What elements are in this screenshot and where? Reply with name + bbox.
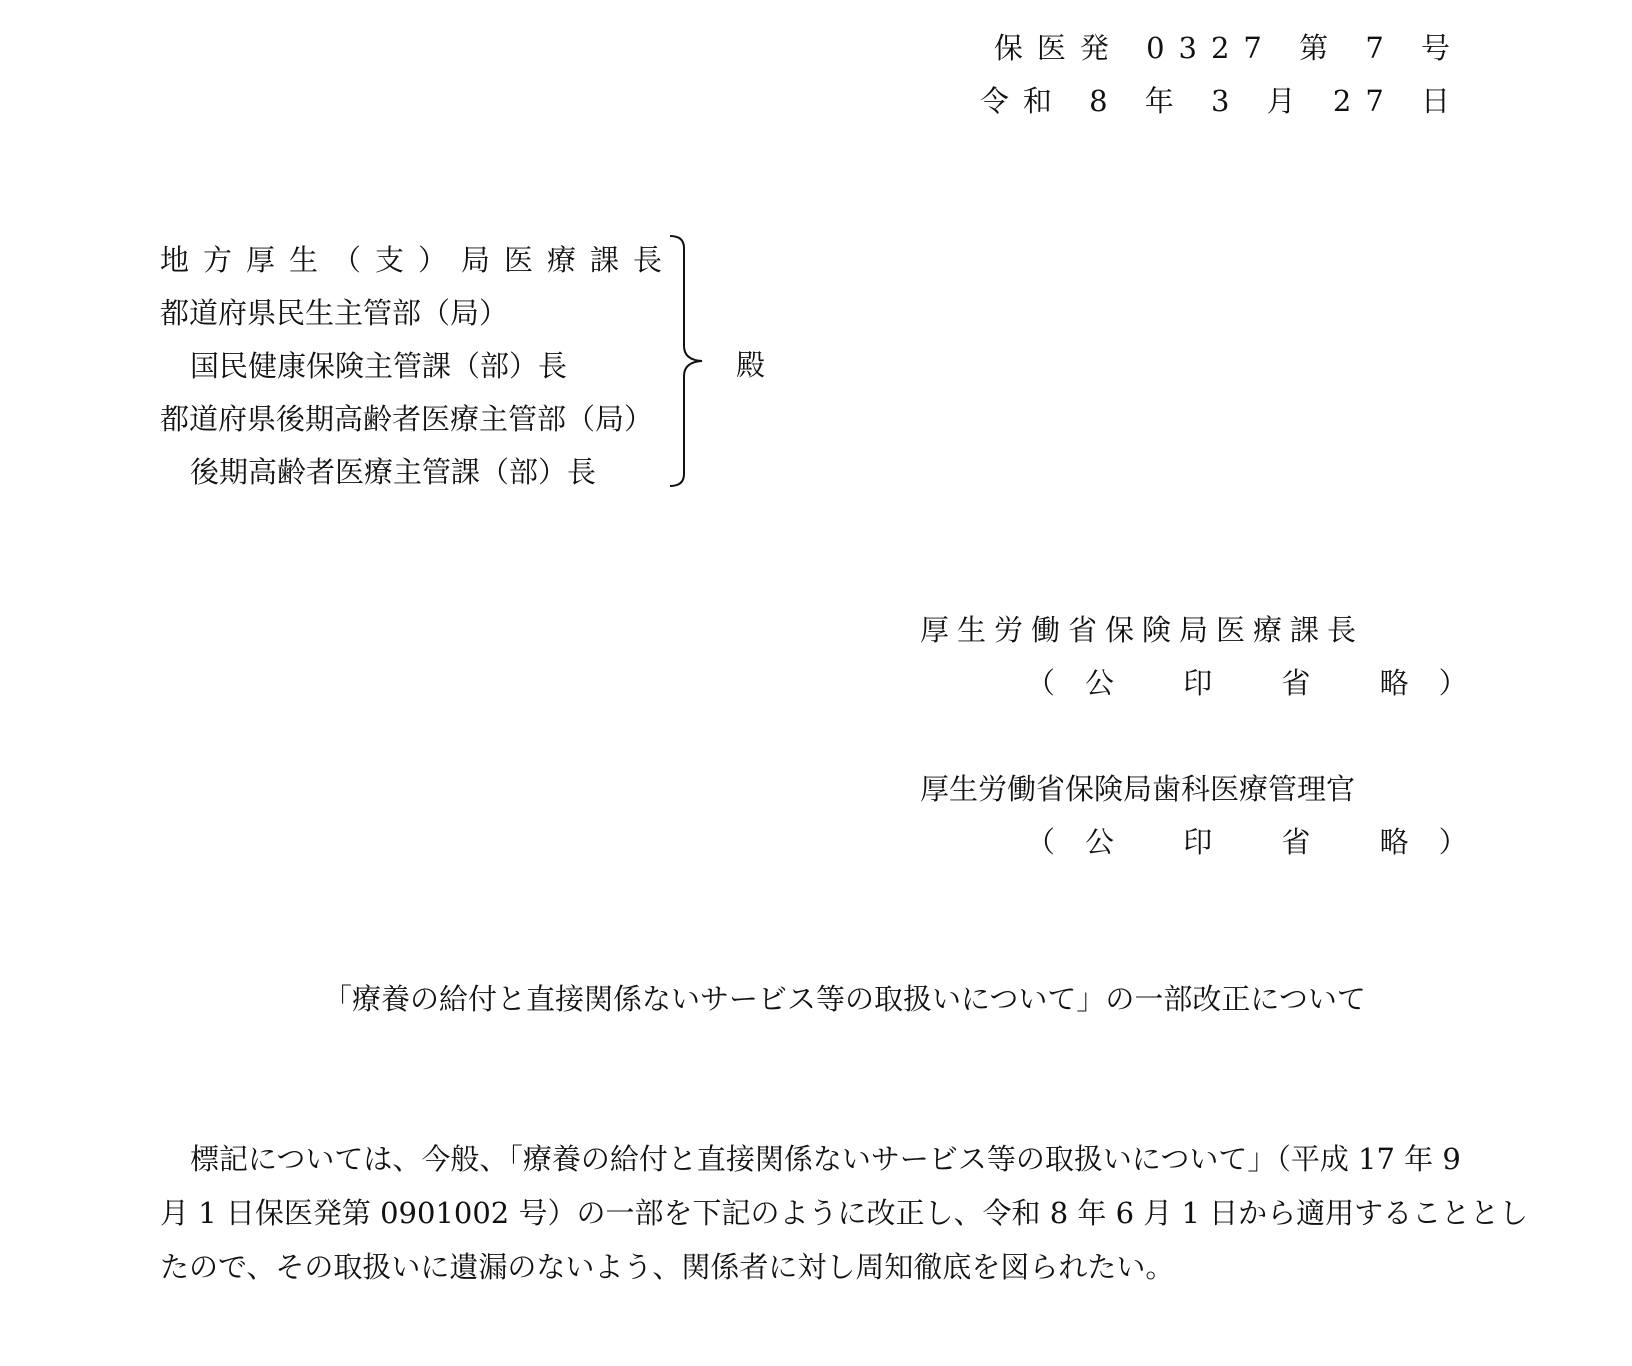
seal-omitted-note: （公 印 省 略）	[1026, 825, 1498, 859]
addressee-line: 都道府県民生主管部（局）	[160, 296, 509, 330]
seal-omitted-note: （公 印 省 略）	[1026, 666, 1498, 700]
body-line: たので、その取扱いに遺漏のないよう、関係者に対し周知徹底を図られたい。	[160, 1250, 1175, 1284]
body-line: 月 1 日保医発第 0901002 号）の一部を下記のように改正し、令和 8 年 6 月 1 日から適用することとし	[160, 1196, 1529, 1230]
honorific: 殿	[736, 348, 766, 382]
addressee-line: 国民健康保険主管課（部）長	[190, 349, 568, 383]
document-date: 令和 8 年 3 月 27 日	[979, 84, 1464, 118]
addressee-brace	[668, 234, 708, 489]
sender-title: 厚生労働省保険局医療課長	[920, 613, 1365, 647]
addressee-line: 地方厚生（支）局医療課長	[160, 243, 677, 277]
body-line: 標記については、今般、「療養の給付と直接関係ないサービス等の取扱いについて」（平成 17 年 9	[190, 1142, 1461, 1176]
document-number: 保医発 0327 第 7 号	[993, 31, 1464, 65]
addressee-line: 後期高齢者医療主管課（部）長	[190, 455, 597, 489]
document-subject: 「療養の給付と直接関係ないサービス等の取扱いについて」の一部改正について	[323, 982, 1366, 1016]
addressee-line: 都道府県後期高齢者医療主管部（局）	[160, 402, 654, 436]
sender-title: 厚生労働省保険局歯科医療管理官	[920, 772, 1356, 806]
